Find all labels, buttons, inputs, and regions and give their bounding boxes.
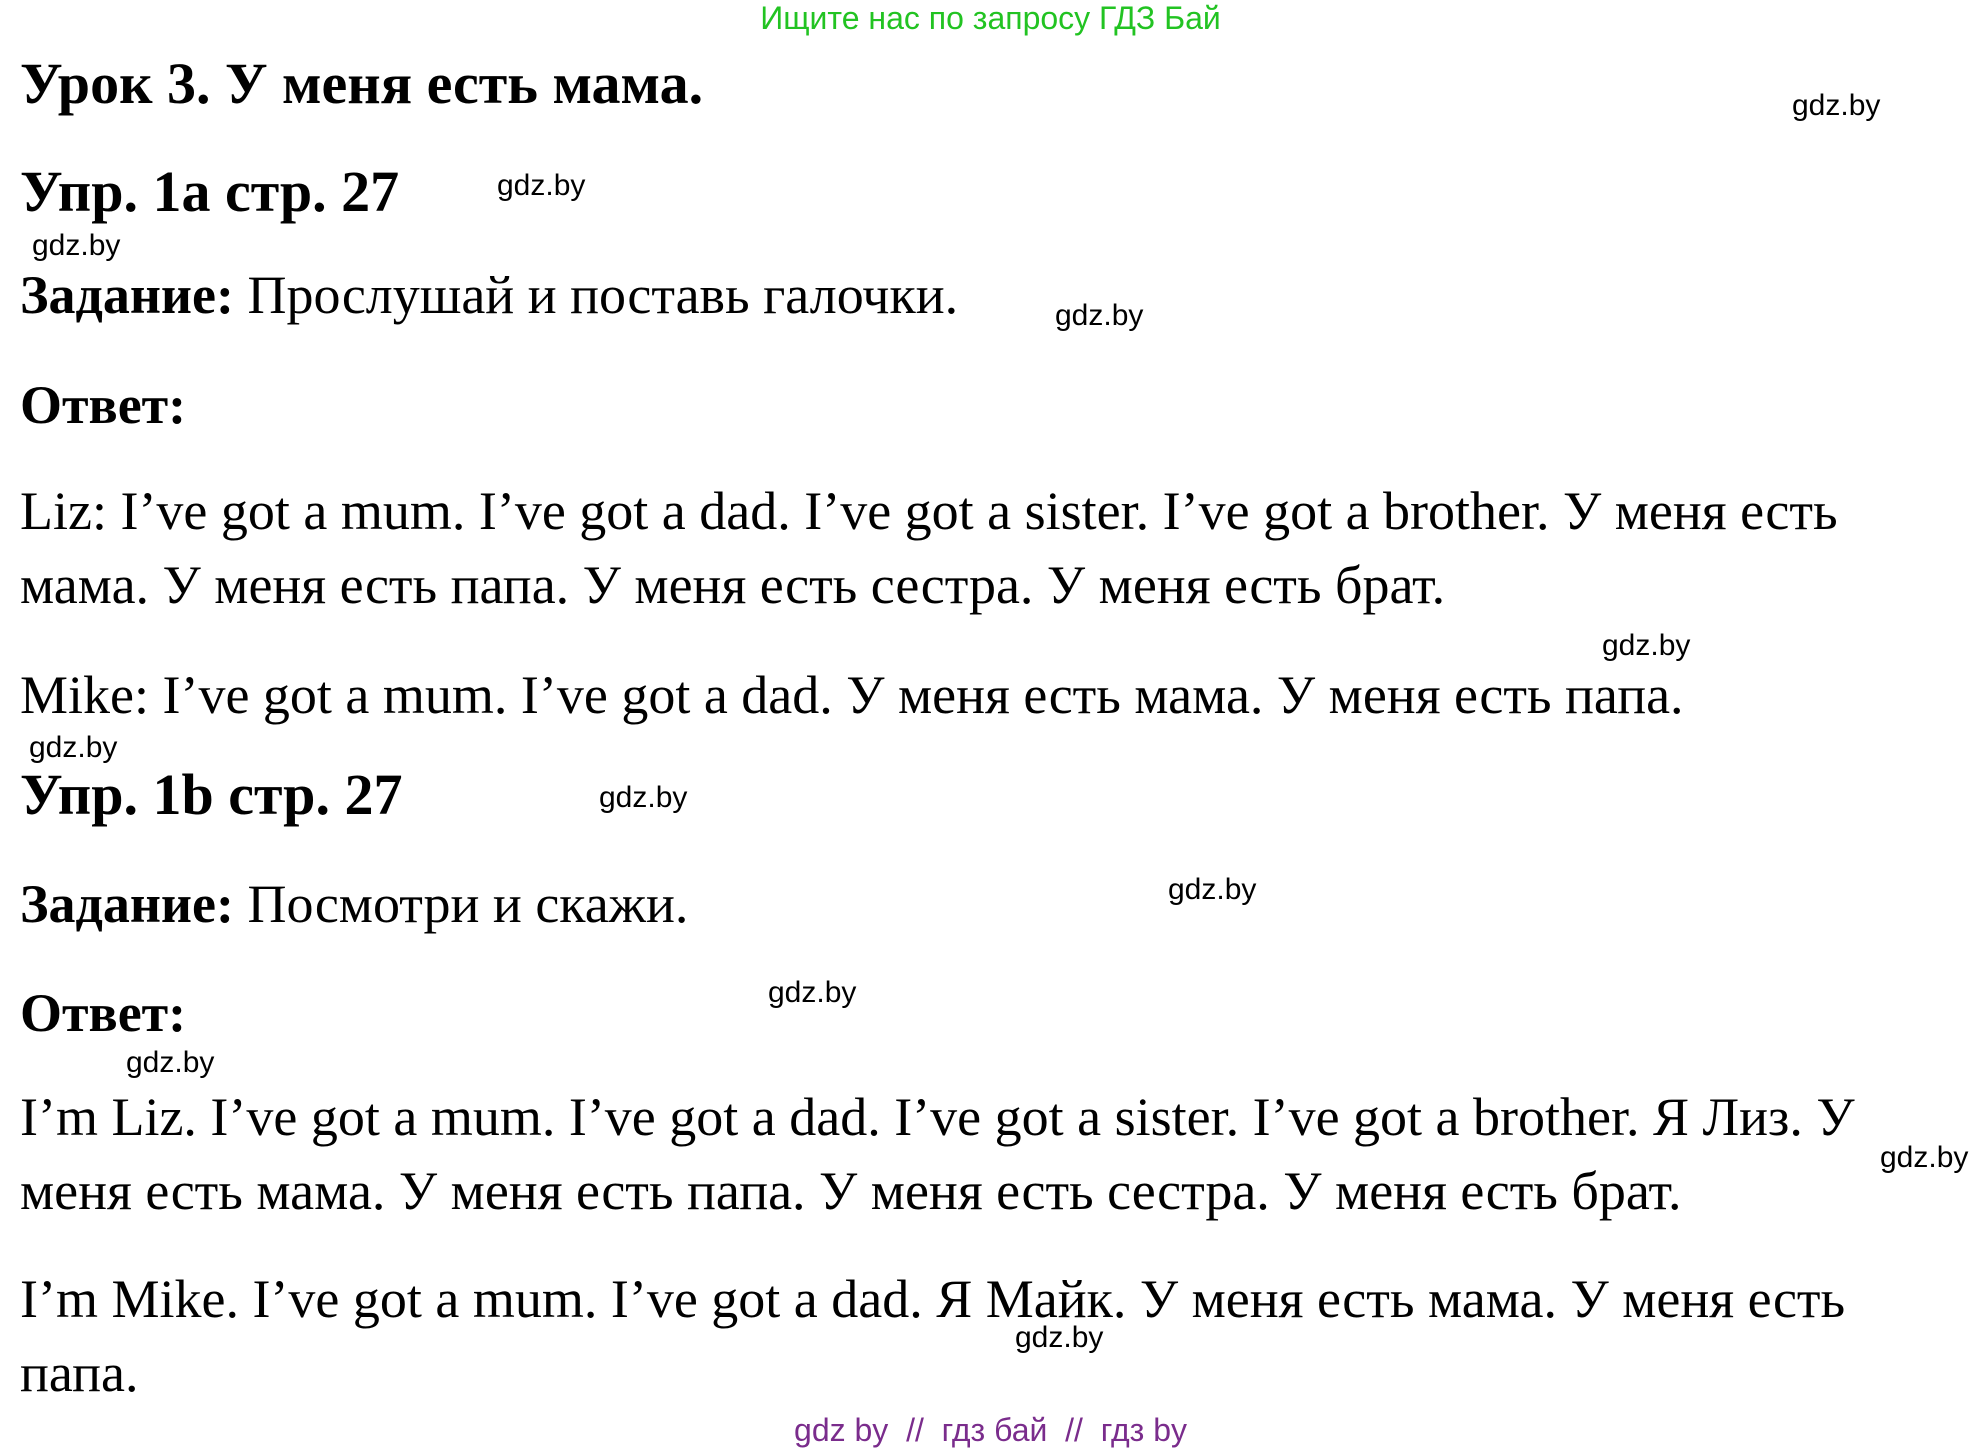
exercise-1b-answer-label: Ответ: <box>20 983 187 1043</box>
watermark: gdz.by <box>29 731 118 764</box>
exercise-1a-answer-mike: Mike: I’ve got a mum. I’ve got a dad. У меня есть мама. У меня есть папа. <box>20 665 1684 725</box>
exercise-1b-answer-liz: I’m Liz. I’ve got a mum. I’ve got a dad. I’ve got a sister. I’ve got a brother. Я Лиз. У меня есть мама. У меня есть папа. У меня есть сестра. У меня есть брат. <box>20 1087 1855 1221</box>
watermark: gdz.by <box>497 169 586 202</box>
watermark: gdz.by <box>126 1046 215 1079</box>
watermark: gdz.by <box>1792 89 1881 122</box>
watermark: gdz.by <box>1602 629 1691 662</box>
footer-links: gdz by // гдз бай // гдз by <box>794 1412 1187 1448</box>
watermark: gdz.by <box>1055 299 1144 332</box>
exercise-1b-answer-mike: I’m Mike. I’ve got a mum. I’ve got a dad. Я Майк. У меня есть мама. У меня есть папа. <box>20 1269 1846 1403</box>
watermark: gdz.by <box>32 229 121 262</box>
exercise-1a-answer-liz: Liz: I’ve got a mum. I’ve got a dad. I’ve got a sister. I’ve got a brother. У меня есть мама. У меня есть папа. У меня есть сестра. У меня есть брат. <box>20 481 1838 615</box>
search-banner: Ищите нас по запросу ГДЗ Бай <box>760 0 1221 36</box>
exercise-1b-heading: Упр. 1b стр. 27 <box>20 762 403 827</box>
exercise-1b-task <box>20 873 688 935</box>
watermark: gdz.by <box>1168 873 1257 906</box>
exercise-1a-heading: Упр. 1а стр. 27 <box>20 159 400 224</box>
task-text: Прослушай и поставь галочки. <box>247 265 959 325</box>
exercise-1a-answer-label: Ответ: <box>20 375 187 435</box>
exercise-1a-task <box>20 264 958 326</box>
watermark: gdz.by <box>1015 1321 1104 1354</box>
watermark: gdz.by <box>768 976 857 1009</box>
task-label: Задание: <box>20 265 234 325</box>
watermark: gdz.by <box>1880 1141 1969 1174</box>
task-label: Задание: <box>20 874 234 934</box>
lesson-title: Урок 3. У меня есть мама. <box>20 51 704 116</box>
watermark: gdz.by <box>599 781 688 814</box>
task-text: Посмотри и скажи. <box>247 874 689 934</box>
